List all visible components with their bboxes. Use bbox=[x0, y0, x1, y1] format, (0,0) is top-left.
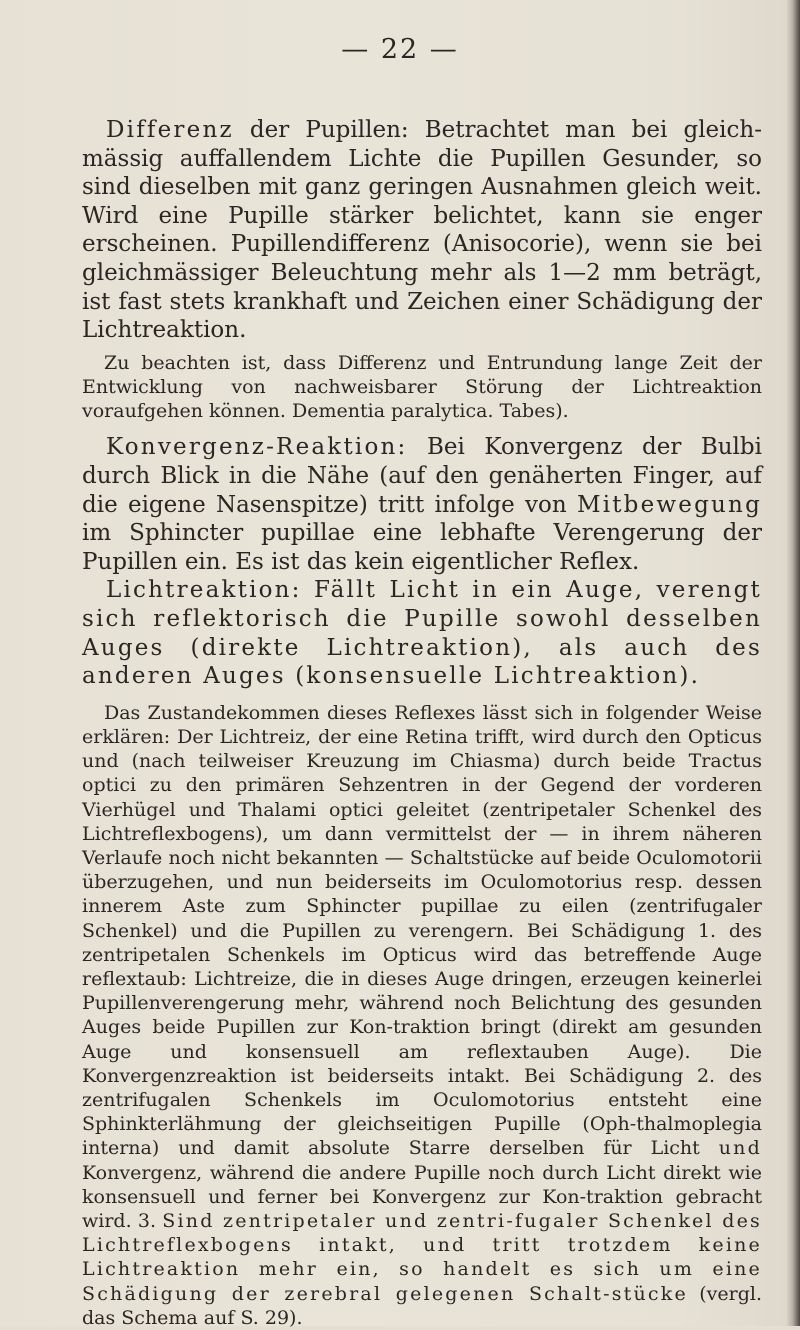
page-content bbox=[82, 116, 762, 1330]
paragraph-convergence-reaction bbox=[82, 433, 762, 576]
paragraph-reflex-explanation bbox=[82, 701, 762, 1330]
page-edge-shadow bbox=[786, 0, 800, 1326]
emphasis-schaltstuecke: Sind zentripetaler und zentri-fugaler Schenkel des Lichtreflexbogens intakt, und tritt trotzdem keine Lichtreaktion mehr ein, so handelt es sich um eine Schädigung der zerebral gelegenen Schalt-stücke bbox=[82, 1209, 762, 1305]
paragraph-text: der Pupillen: Betrachtet man bei gleich-mässig auffallendem Lichte die Pupillen Gesunder, so sind dieselben mit ganz geringen Ausnahmen gleich weit. Wird eine Pupille stärker belichtet, kann sie enger erscheinen. Pupillendifferenz (Anisocorie), wenn sie bei gleichmässiger Beleuchtung mehr als 1—2 mm beträgt, ist fast stets krankhaft und Zeichen einer Schädigung der Lichtreaktion. bbox=[82, 117, 762, 344]
note-paragraph bbox=[82, 351, 762, 424]
page-number: — 22 — bbox=[341, 34, 459, 65]
paragraph-text: (vergl. das Schema auf S. 29). bbox=[82, 1282, 763, 1329]
paragraph-text: Bei Konvergenz der Bulbi durch Blick in die Nähe (auf den genäherten Finger, auf die eigene Nasenspitze) tritt infolge von bbox=[82, 434, 762, 518]
paragraph-pupil-difference bbox=[82, 116, 762, 345]
note-text: Zu beachten ist, dass Differenz und Entrundung lange Zeit der Entwicklung von nachweisbarer Störung der Lichtreaktion voraufgehen können. Dementia paralytica. Tabes). bbox=[82, 351, 762, 423]
term-mitbewegung: Mitbewegung bbox=[576, 491, 762, 518]
paragraph-text: Konvergenz, während die andere Pupille noch durch Licht direkt wie konsensuell und ferner bei Konvergenz zur Kon-traktion gebracht wird. 3. bbox=[82, 1161, 762, 1232]
term-konvergenz-reaktion: Konvergenz-Reaktion: bbox=[106, 434, 408, 461]
term-und: und bbox=[718, 1137, 762, 1160]
light-reaction-text: Lichtreaktion: Fällt Licht in ein Auge, verengt sich reflektorisch die Pupille sowohl desselben Auges (direkte Lichtreaktion), als auch des anderen Auges (konsensuelle Lichtreaktion). bbox=[82, 577, 762, 690]
paragraph-light-reaction bbox=[82, 576, 762, 690]
term-differenz: Differenz bbox=[106, 117, 234, 143]
paragraph-text: Das Zustandekommen dieses Reflexes lässt sich in folgender Weise erklären: Der Lichtreiz, der eine Retina trifft, wird durch den Opticus und (nach teilweiser Kreuzung im Chiasma) durch beide Tractus optici zu den primären Sehzentren in der Gegend der vorderen Vierhügel und Thalami optici geleitet (zentripetaler Schenkel des Lichtreflexbogens), um dann vermittelst der — in ihrem näheren Verlaufe noch nicht bekannten — Schaltstücke auf beide Oculomotorii überzugehen, und nun beiderseits im Oculomotorius resp. dessen innerem Aste zum Sphincter pupillae zu eilen (zentrifugaler Schenkel) und die Pupillen zu verengern. Bei Schädigung 1. des zentripetalen Schenkels im Opticus wird das betreffende Auge reflextaub: Lichtreize, die in dieses Auge dringen, erzeugen keinerlei Pupillenverengerung mehr, während noch Belichtung des gesunden Auges beide Pupillen zur Kon-traktion bringt (direkt am gesunden Auge und konsensuell am reflextauben Auge). Die Konvergenzreaktion ist beiderseits intakt. Bei Schädigung 2. des zentrifugalen Schenkels im Oculomotorius entsteht eine Sphinkterlähmung der gleichseitigen Pupille (Oph-thalmoplegia interna) und damit absolute Starre derselben für Licht bbox=[82, 701, 762, 1160]
paragraph-text: im Sphincter pupillae eine lebhafte Verengerung der Pupillen ein. Es ist das kein eigentlicher Reflex. bbox=[82, 520, 762, 575]
